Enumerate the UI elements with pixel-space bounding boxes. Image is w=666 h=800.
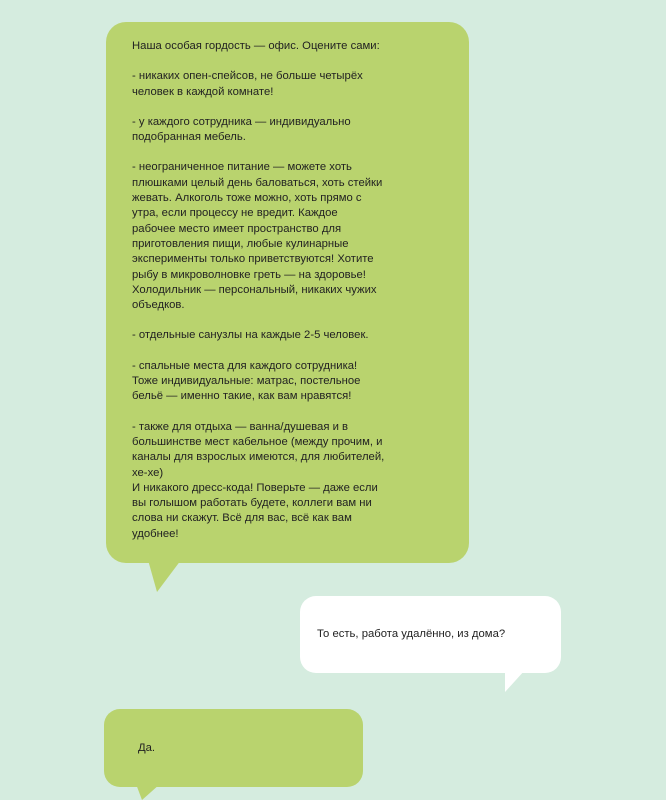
bubble-tail [136, 784, 160, 800]
message-paragraph: - никаких опен-спейсов, не больше четырёх человек в каждой комнате! [132, 70, 363, 98]
message-paragraph: - также для отдыха — ванна/душевая и в большинстве мест кабельное (между прочим, и каналы для взрослых имеются, для любителей, хе-хе) И никакого дресс-кода! Поверьте — даже если вы голышом работать будете, коллеги вам ни слова ни скажут. Всё для вас, всё как вам удобнее! [132, 420, 385, 540]
message-paragraph: Наша особая гордость — офис. Оцените сами: [132, 40, 380, 52]
message-text: То есть, работа удалённо, из дома? [317, 628, 506, 640]
message-paragraph: - неограниченное питание — можете хоть плюшками целый день баловаться, хоть стейки жевать. Алкоголь тоже можно, хоть прямо с утра, если процессу не вредит. Каждое рабочее место имеет пространство для приготовления пищи, любые кулинарные эксперименты только приветствуются! Хотите рыбу в микроволновке греть — на здоровье! Холодильник — персональный, никаких чужих объедков. [132, 161, 383, 312]
message-text: Да. [138, 742, 156, 754]
message-bubble-incoming [104, 709, 363, 787]
message-paragraph: - у каждого сотрудника — индивидуально подобранная мебель. [132, 115, 351, 144]
message-paragraph: - отдельные санузлы на каждые 2-5 человек. [132, 329, 369, 342]
message-bubble-incoming [106, 22, 469, 563]
message-paragraph: - спальные места для каждого сотрудника! Тоже индивидуальные: матрас, постельное бельё — именно такие, как вам нравятся! [132, 359, 361, 403]
message-bubble-outgoing [300, 596, 561, 673]
bubble-tail [505, 670, 525, 692]
bubble-tail [148, 560, 181, 592]
